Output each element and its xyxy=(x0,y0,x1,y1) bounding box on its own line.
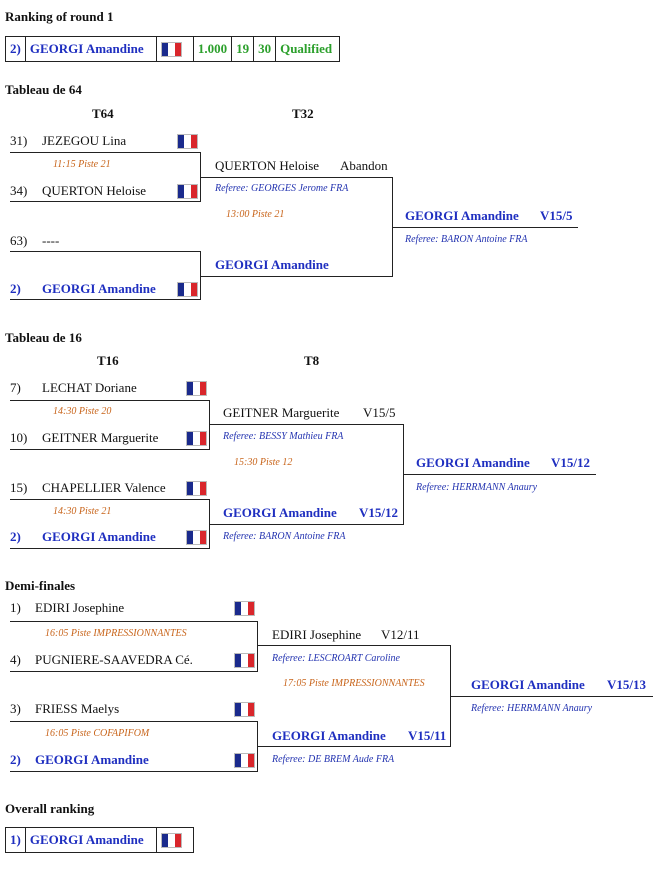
semi-seed-2: 4) xyxy=(10,652,21,667)
france-flag-icon xyxy=(161,42,182,57)
t64-name-4: GEORGI Amandine xyxy=(42,281,156,296)
t64-seed-2: 34) xyxy=(10,183,28,198)
t16-name-4: GEORGI Amandine xyxy=(42,529,156,544)
semi-r2-top-score: V12/11 xyxy=(381,627,420,642)
t16-seed-1: 7) xyxy=(10,380,21,395)
semi-r2-bottom-score: V15/11 xyxy=(408,728,447,743)
france-flag-icon xyxy=(234,753,255,768)
semi-r2-bottom-name: GEORGI Amandine xyxy=(272,728,386,743)
t64-r2-top-name: QUERTON Heloise xyxy=(215,158,320,173)
t16-r2-time: 15:30 Piste 12 xyxy=(234,457,293,468)
t16-col-a: T16 xyxy=(97,353,119,368)
semi-r2-top-ref: Referee: LESCROART Caroline xyxy=(272,653,400,664)
overall-name: GEORGI Amandine xyxy=(26,828,157,852)
t16-final-score: V15/12 xyxy=(551,455,590,470)
round1-title: Ranking of round 1 xyxy=(5,9,114,24)
t16-title: Tableau de 16 xyxy=(5,330,82,345)
round1-name: GEORGI Amandine xyxy=(26,37,157,61)
semi-r2-time: 17:05 Piste IMPRESSIONNANTES xyxy=(283,678,425,689)
t16-match2-time: 14:30 Piste 21 xyxy=(53,506,112,517)
semi-name-4: GEORGI Amandine xyxy=(35,752,149,767)
overall-rank: 1) xyxy=(6,828,26,852)
semi-seed-3: 3) xyxy=(10,701,21,716)
t16-r2-bottom-score: V15/12 xyxy=(359,505,398,520)
t16-match1-time: 14:30 Piste 20 xyxy=(53,406,112,417)
t16-r2-top-score: V15/5 xyxy=(363,405,396,420)
france-flag-icon xyxy=(234,653,255,668)
semi-final-ref: Referee: HERRMANN Anaury xyxy=(471,703,593,714)
t64-name-2: QUERTON Heloise xyxy=(42,183,147,198)
t64-final-name: GEORGI Amandine xyxy=(405,208,519,223)
semi-final-score: V15/13 xyxy=(607,677,646,692)
t64-seed-3: 63) xyxy=(10,233,28,248)
t16-seed-4: 2) xyxy=(10,529,21,544)
t64-name-1: JEZEGOU Lina xyxy=(42,133,127,148)
semi-r2-top-name: EDIRI Josephine xyxy=(272,627,362,642)
semi-match1-time: 16:05 Piste IMPRESSIONNANTES xyxy=(45,628,187,639)
france-flag-icon xyxy=(186,431,207,446)
t16-r2-bottom-ref: Referee: BARON Antoine FRA xyxy=(223,531,346,542)
round1-flag-cell xyxy=(157,37,194,61)
semi-seed-4: 2) xyxy=(10,752,21,767)
t64-r2-top-score: Abandon xyxy=(340,158,388,173)
round1-status: Qualified xyxy=(280,41,333,56)
t16-seed-3: 15) xyxy=(10,480,28,495)
france-flag-icon xyxy=(186,481,207,496)
t16-col-b: T8 xyxy=(304,353,320,368)
overall-title: Overall ranking xyxy=(5,801,95,816)
t16-r2-top-name: GEITNER Marguerite xyxy=(223,405,340,420)
t64-r2-top-ref: Referee: GEORGES Jerome FRA xyxy=(215,183,349,194)
t64-r2-bottom-name: GEORGI Amandine xyxy=(215,257,329,272)
t64-col-a: T64 xyxy=(92,106,114,121)
round1-row xyxy=(5,36,340,62)
semi-seed-1: 1) xyxy=(10,600,21,615)
t16-seed-2: 10) xyxy=(10,430,28,445)
overall-row xyxy=(5,827,194,853)
semi-title: Demi-finales xyxy=(5,578,76,593)
t64-seed-4: 2) xyxy=(10,281,21,296)
t64-col-b: T32 xyxy=(292,106,314,121)
t16-final-ref: Referee: HERRMANN Anaury xyxy=(416,482,538,493)
france-flag-icon xyxy=(186,530,207,545)
t64-final-score: V15/5 xyxy=(540,208,573,223)
t64-seed-1: 31) xyxy=(10,133,28,148)
semi-name-2: PUGNIERE-SAAVEDRA Cé. xyxy=(35,652,193,667)
t16-name-1: LECHAT Doriane xyxy=(42,380,137,395)
france-flag-icon xyxy=(177,282,198,297)
t16-name-2: GEITNER Marguerite xyxy=(42,430,159,445)
france-flag-icon xyxy=(234,601,255,616)
t64-final-ref: Referee: BARON Antoine FRA xyxy=(405,234,528,245)
france-flag-icon xyxy=(186,381,207,396)
t64-name-3: ---- xyxy=(42,233,60,248)
round1-hits-received: 30 xyxy=(254,37,276,61)
france-flag-icon xyxy=(177,184,198,199)
round1-hits-given: 19 xyxy=(232,37,254,61)
round1-index: 1.000 xyxy=(194,37,232,61)
france-flag-icon xyxy=(234,702,255,717)
t64-title: Tableau de 64 xyxy=(5,82,82,97)
france-flag-icon xyxy=(177,134,198,149)
semi-r2-bottom-ref: Referee: DE BREM Aude FRA xyxy=(272,754,395,765)
t64-match1-time: 11:15 Piste 21 xyxy=(53,159,111,170)
semi-match2-time: 16:05 Piste COFAPIFOM xyxy=(45,728,150,739)
round1-rank: 2) xyxy=(6,37,26,61)
semi-name-3: FRIESS Maelys xyxy=(35,701,120,716)
t64-r2-time: 13:00 Piste 21 xyxy=(226,209,285,220)
france-flag-icon xyxy=(161,833,182,848)
overall-flag-cell xyxy=(157,828,193,852)
t16-r2-bottom-name: GEORGI Amandine xyxy=(223,505,337,520)
t16-r2-top-ref: Referee: BESSY Mathieu FRA xyxy=(223,431,344,442)
semi-name-1: EDIRI Josephine xyxy=(35,600,125,615)
t16-name-3: CHAPELLIER Valence xyxy=(42,480,166,495)
t16-final-name: GEORGI Amandine xyxy=(416,455,530,470)
semi-final-name: GEORGI Amandine xyxy=(471,677,585,692)
